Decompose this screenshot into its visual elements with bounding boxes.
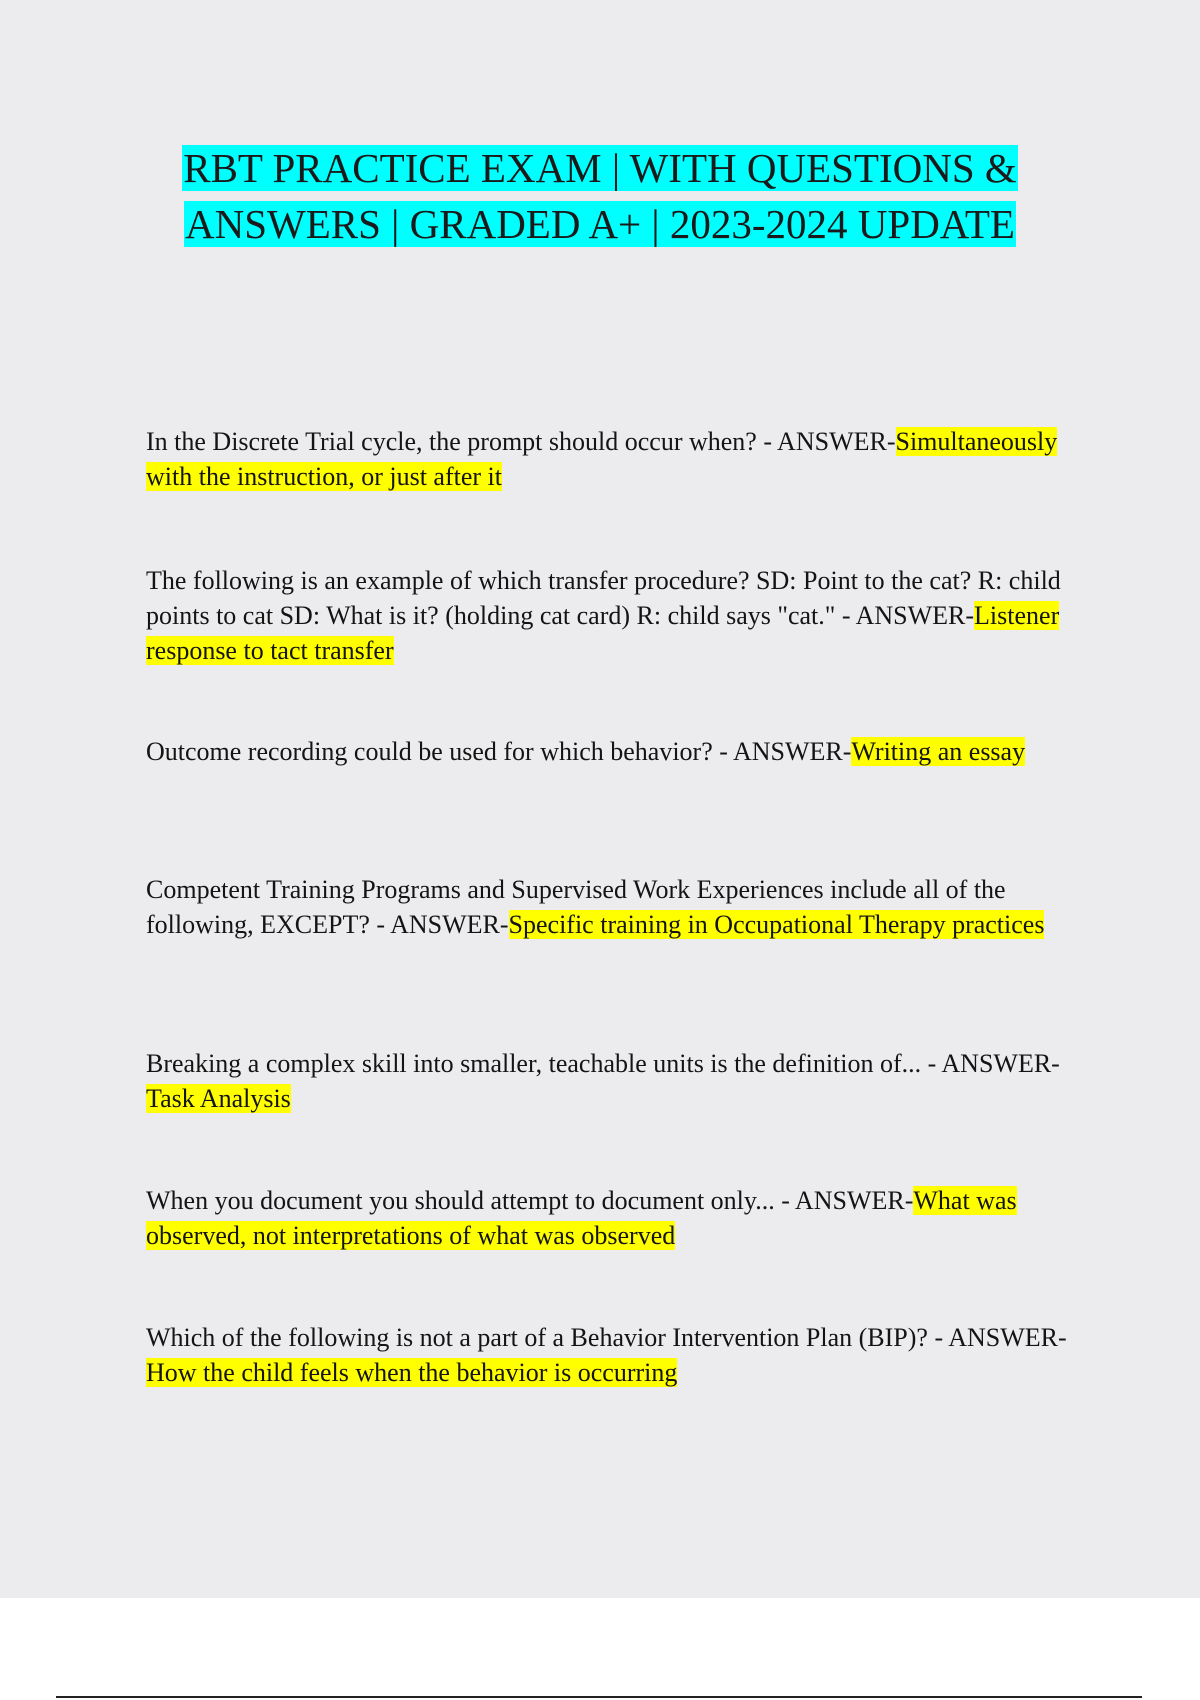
qa-item-3: [146, 734, 1091, 769]
page-divider: [56, 1696, 1142, 1698]
answer-text: Task Analysis: [146, 1084, 291, 1113]
question-text: When you document you should attempt to document only... - ANSWER-: [146, 1186, 914, 1215]
answer-text: Simultaneously with the instruction, or just after it: [146, 427, 1058, 491]
answer-text: Specific training in Occupational Therapy practices: [508, 910, 1045, 939]
question-text: The following is an example of which transfer procedure? SD: Point to the cat? R: child points to cat SD: What is it? (holding cat card) R: child says "cat." - ANSWER-: [146, 566, 1061, 630]
answer-text: What was observed, not interpretations of what was observed: [146, 1186, 1017, 1250]
page-title: [60, 140, 1140, 252]
question-text: Competent Training Programs and Supervised Work Experiences include all of the following, EXCEPT? - ANSWER-: [146, 875, 1006, 939]
question-text: Breaking a complex skill into smaller, teachable units is the definition of... - ANSWER-: [146, 1049, 1060, 1078]
question-text: Which of the following is not a part of a Behavior Intervention Plan (BIP)? - ANSWER-: [146, 1323, 1067, 1352]
question-text: Outcome recording could be used for which behavior? - ANSWER-: [146, 737, 852, 766]
qa-item-6: [146, 1183, 1091, 1253]
answer-text: Writing an essay: [851, 737, 1026, 766]
qa-item-1: [146, 424, 1091, 494]
answer-text: How the child feels when the behavior is occurring: [146, 1358, 678, 1387]
question-text: In the Discrete Trial cycle, the prompt should occur when? - ANSWER-: [146, 427, 896, 456]
answer-text: Listener response to tact transfer: [146, 601, 1060, 665]
title-line-1: RBT PRACTICE EXAM | WITH QUESTIONS &: [183, 145, 1017, 191]
qa-item-5: [146, 1046, 1091, 1116]
qa-item-2: [146, 563, 1091, 668]
qa-item-7: [146, 1320, 1091, 1390]
title-line-2: ANSWERS | GRADED A+ | 2023-2024 UPDATE: [185, 201, 1015, 247]
qa-item-4: [146, 872, 1091, 942]
